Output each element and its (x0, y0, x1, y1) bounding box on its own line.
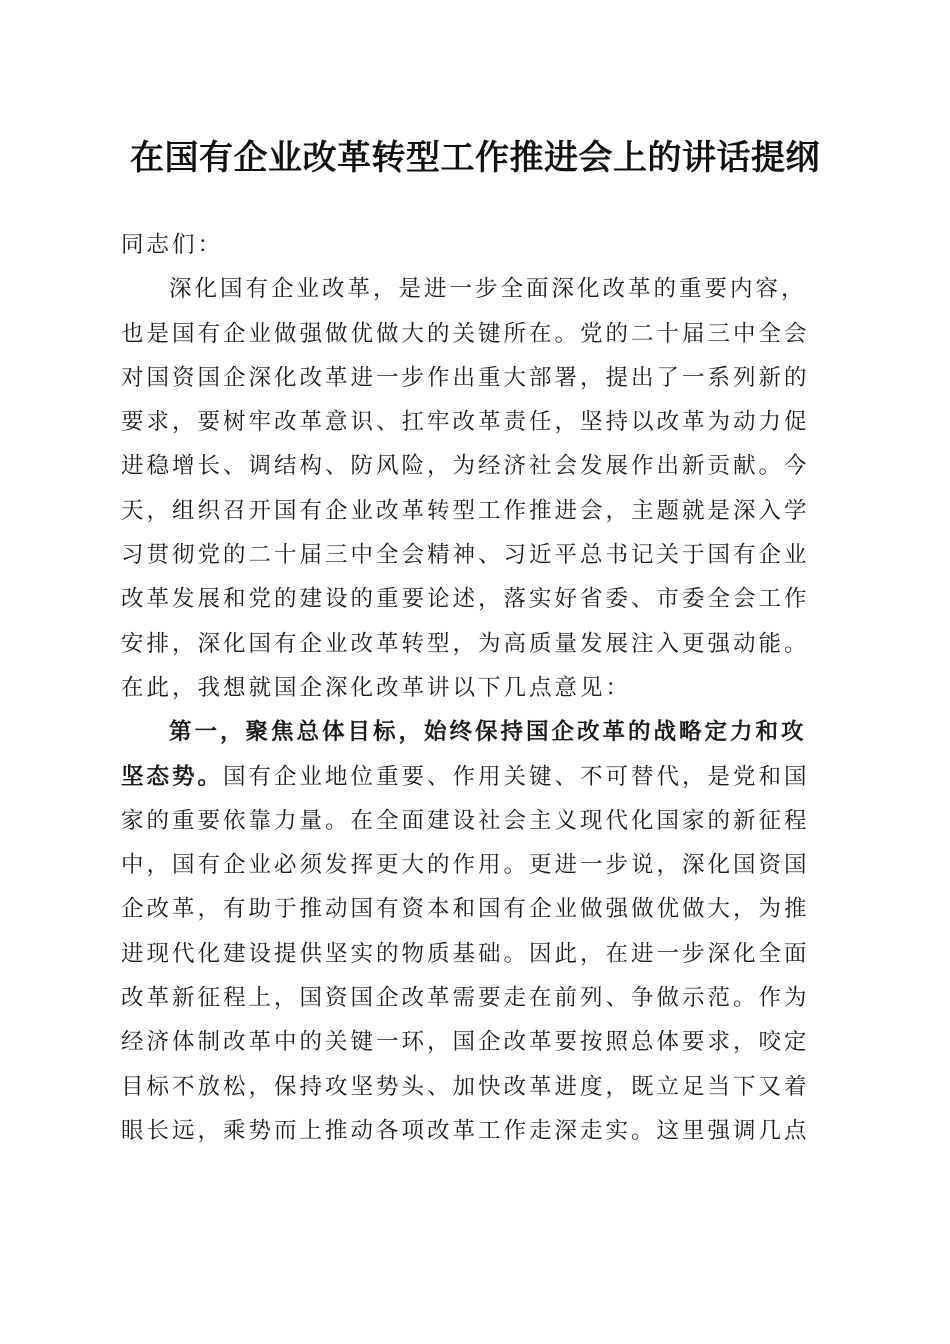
salutation: 同志们： (121, 232, 224, 258)
document-title: 在国有企业改革转型工作推进会上的讲话提纲 (130, 138, 820, 178)
paragraph-line: 企改革，有助于推动国有资本和国有企业做强做优做大，为推 (121, 896, 810, 923)
paragraph-2 (121, 710, 825, 1153)
paragraph-1 (121, 267, 825, 710)
section-heading-end: 坚态势。 (121, 763, 224, 790)
paragraph-line: 目标不放松，保持攻坚势头、加快改革进度，既立足当下又着 (121, 1073, 810, 1100)
paragraph-line: 家的重要依靠力量。在全面建设社会主义现代化国家的新征程 (121, 807, 810, 834)
paragraph-line-rest: 国有企业地位重要、作用关键、不可替代，是党和国 (223, 763, 810, 790)
paragraph-line: 也是国有企业做强做优做大的关键所在。党的二十届三中全会 (121, 320, 810, 347)
paragraph-line: 要求，要树牢改革意识、扛牢改革责任，坚持以改革为动力促 (121, 409, 810, 436)
paragraph-line: 进现代化建设提供坚实的物质基础。因此，在进一步深化全面 (121, 940, 810, 967)
document-body (121, 223, 825, 1153)
paragraph-line: 眼长远，乘势而上推动各项改革工作走深走实。这里强调几点 (121, 1117, 810, 1144)
paragraph-line: 习贯彻党的二十届三中全会精神、习近平总书记关于国有企业 (121, 542, 810, 569)
paragraph-line: 天，组织召开国有企业改革转型工作推进会，主题就是深入学 (121, 497, 810, 524)
paragraph-line (121, 755, 825, 799)
paragraph-line: 深化国有企业改革，是进一步全面深化改革的重要内容， (169, 276, 807, 303)
paragraph-line: 中，国有企业必须发挥更大的作用。更进一步说，深化国资国 (121, 852, 810, 879)
paragraph-line: 安排，深化国有企业改革转型，为高质量发展注入更强动能。 (121, 630, 810, 657)
section-heading-line: 第一，聚焦总体目标，始终保持国企改革的战略定力和攻 (169, 719, 807, 746)
paragraph-line: 进稳增长、调结构、防风险，为经济社会发展作出新贡献。今 (121, 453, 810, 480)
paragraph-line: 对国资国企深化改革进一步作出重大部署，提出了一系列新的 (121, 364, 810, 391)
paragraph-line: 改革新征程上，国资国企改革需要走在前列、争做示范。作为 (121, 985, 810, 1012)
paragraph-line: 经济体制改革中的关键一环，国企改革要按照总体要求，咬定 (121, 1029, 810, 1056)
paragraph-line: 在此，我想就国企深化改革讲以下几点意见： (121, 674, 632, 701)
paragraph-line: 改革发展和党的建设的重要论述，落实好省委、市委全会工作 (121, 586, 810, 613)
